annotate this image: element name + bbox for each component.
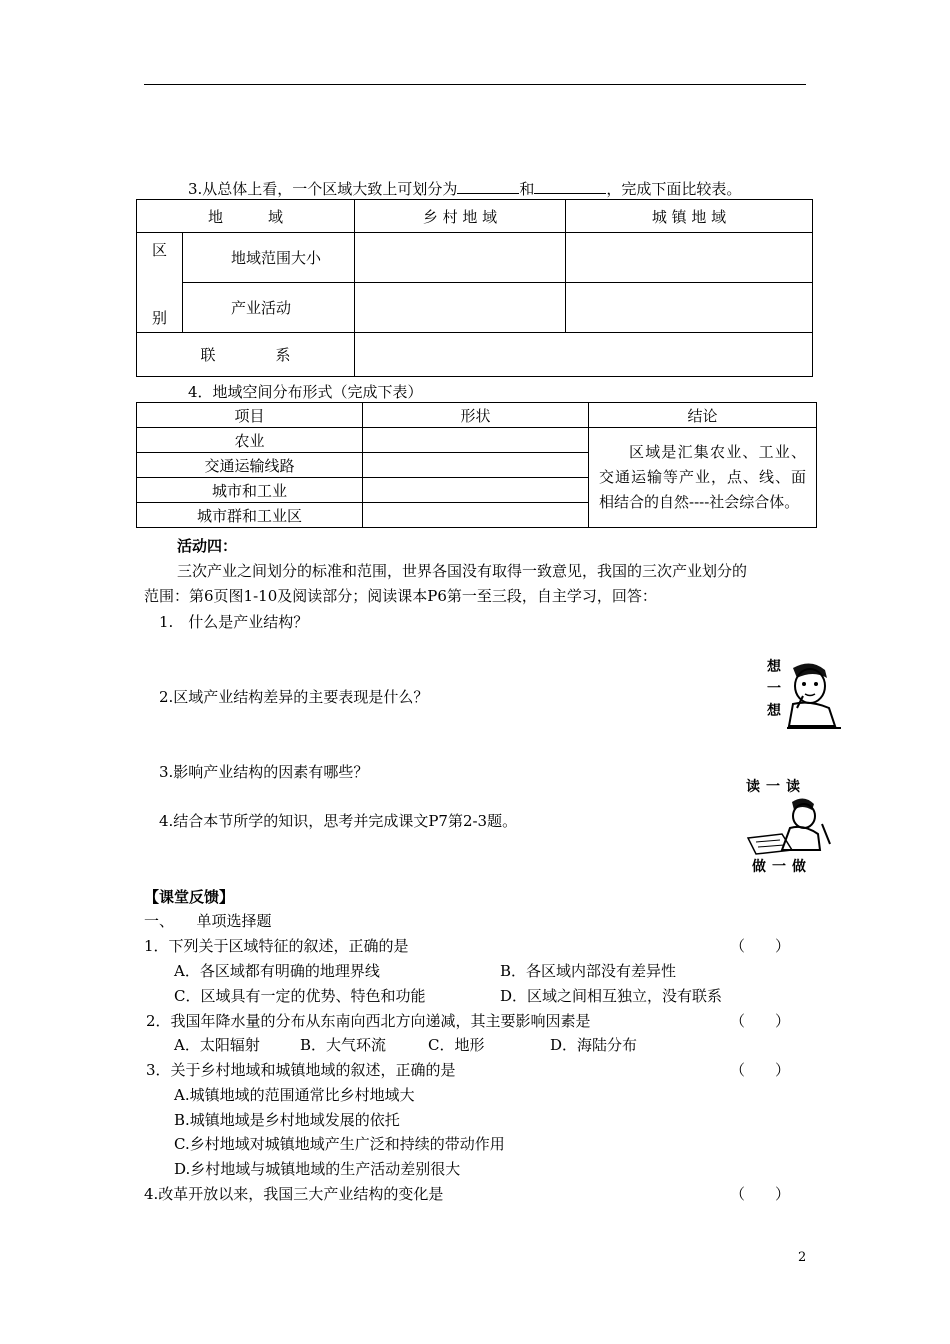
q4-title: 4．地域空间分布形式（完成下表） [188,383,423,401]
mcq-1-option-b[interactable]: B．各区域内部没有差异性 [500,962,677,980]
mcq-1-answer[interactable]: （ ） [730,937,791,955]
blank-2[interactable] [534,179,606,194]
mcq-1-option-d[interactable]: D．区域之间相互独立，没有联系 [500,987,723,1005]
question-4: 4.结合本节所学的知识，思考并完成课文P7第2-3题。 [159,812,518,830]
diff-label-bie: 别 [151,309,167,327]
think-icon: 想一想 [763,656,843,736]
mcq-3-answer[interactable]: （ ） [730,1061,791,1079]
header-urban: 城 镇 地 域 [566,200,813,233]
header-shape: 形状 [363,403,589,428]
question-1: 1. 什么是产业结构？ [159,613,309,631]
mcq-3-option-d[interactable]: D.乡村地域与城镇地域的生产活动差别很大 [174,1160,461,1178]
mcq-2-option-a[interactable]: A．太阳辐射 [174,1036,260,1054]
activity4-title: 活动四： [177,537,238,555]
cell-shape-transport[interactable] [363,453,589,478]
spatial-table [136,402,817,528]
mcq-4-answer[interactable]: （ ） [730,1185,791,1203]
cell-connection[interactable] [355,333,813,377]
cell-rural-industry[interactable] [355,283,566,333]
read-do-icon: 读一读 做一做 [742,772,842,877]
cell-shape-agriculture[interactable] [363,428,589,453]
row-city-cluster: 城市群和工业区 [137,503,363,528]
diff-label-qu: 区 [151,241,167,259]
question-3: 3.影响产业结构的因素有哪些？ [159,763,369,781]
mcq-2-option-b[interactable]: B．大气环流 [300,1036,387,1054]
mcq-4-stem: 4.改革开放以来，我国三大产业结构的变化是 [144,1185,444,1203]
header-conclusion: 结论 [589,403,817,428]
mcq-2-stem: 2．我国年降水量的分布从东南向西北方向递减，其主要影响因素是 [146,1012,591,1030]
mcq-2-option-c[interactable]: C．地形 [428,1036,485,1054]
header-item: 项目 [137,403,363,428]
mcq-1-option-c[interactable]: C．区域具有一定的优势、特色和功能 [174,987,426,1005]
diff-label-cell [137,233,183,333]
mcq-1-option-a[interactable]: A．各区域都有明确的地理界线 [174,962,380,980]
header-rule [144,84,806,85]
section-title: 一、 单项选择题 [144,912,272,930]
mcq-3-stem: 3．关于乡村地域和城镇地域的叙述，正确的是 [146,1061,456,1079]
row-agriculture: 农业 [137,428,363,453]
cell-shape-city[interactable] [363,478,589,503]
thinking-boy-icon [763,656,843,736]
cell-shape-cluster[interactable] [363,503,589,528]
mcq-2-option-d[interactable]: D．海陆分布 [550,1036,638,1054]
mcq-1-stem: 1．下列关于区域特征的叙述，正确的是 [144,937,409,955]
comparison-table [136,199,813,377]
row-industry: 产业活动 [183,283,355,333]
mcq-3-option-a[interactable]: A.城镇地域的范围通常比乡村地域大 [174,1086,415,1104]
row-city-industry: 城市和工业 [137,478,363,503]
row-connection: 联 系 [137,333,355,377]
cell-rural-scope[interactable] [355,233,566,283]
conclusion-text: 区域是汇集农业、工业、交通运输等产业，点、线、面相结合的自然----社会综合体。 [589,428,817,528]
activity4-para1: 三次产业之间划分的标准和范围，世界各国没有取得一致意见，我国的三次产业划分的 [177,562,748,580]
mcq-2-answer[interactable]: （ ） [730,1012,791,1030]
page-number: 2 [798,1250,807,1265]
feedback-title: 【课堂反馈】 [144,888,235,906]
activity4-para2: 范围：第6页图1-10及阅读部分；阅读课本P6第一至三段，自主学习，回答： [144,587,657,605]
question-2: 2.区域产业结构差异的主要表现是什么？ [159,688,429,706]
row-transport: 交通运输线路 [137,453,363,478]
mcq-3-option-c[interactable]: C.乡村地域对城镇地域产生广泛和持续的带动作用 [174,1135,505,1153]
cell-urban-industry[interactable] [566,283,813,333]
row-scope: 地域范围大小 [183,233,355,283]
q3-intro: 3.从总体上看，一个区域大致上可划分为 和 ，完成下面比较表。 [188,180,742,198]
blank-1[interactable] [457,179,519,194]
header-rural: 乡 村 地 域 [355,200,566,233]
reading-boy-icon [742,794,842,864]
mcq-3-option-b[interactable]: B.城镇地域是乡村地域发展的依托 [174,1111,400,1129]
header-region: 地 域 [137,200,355,233]
cell-urban-scope[interactable] [566,233,813,283]
